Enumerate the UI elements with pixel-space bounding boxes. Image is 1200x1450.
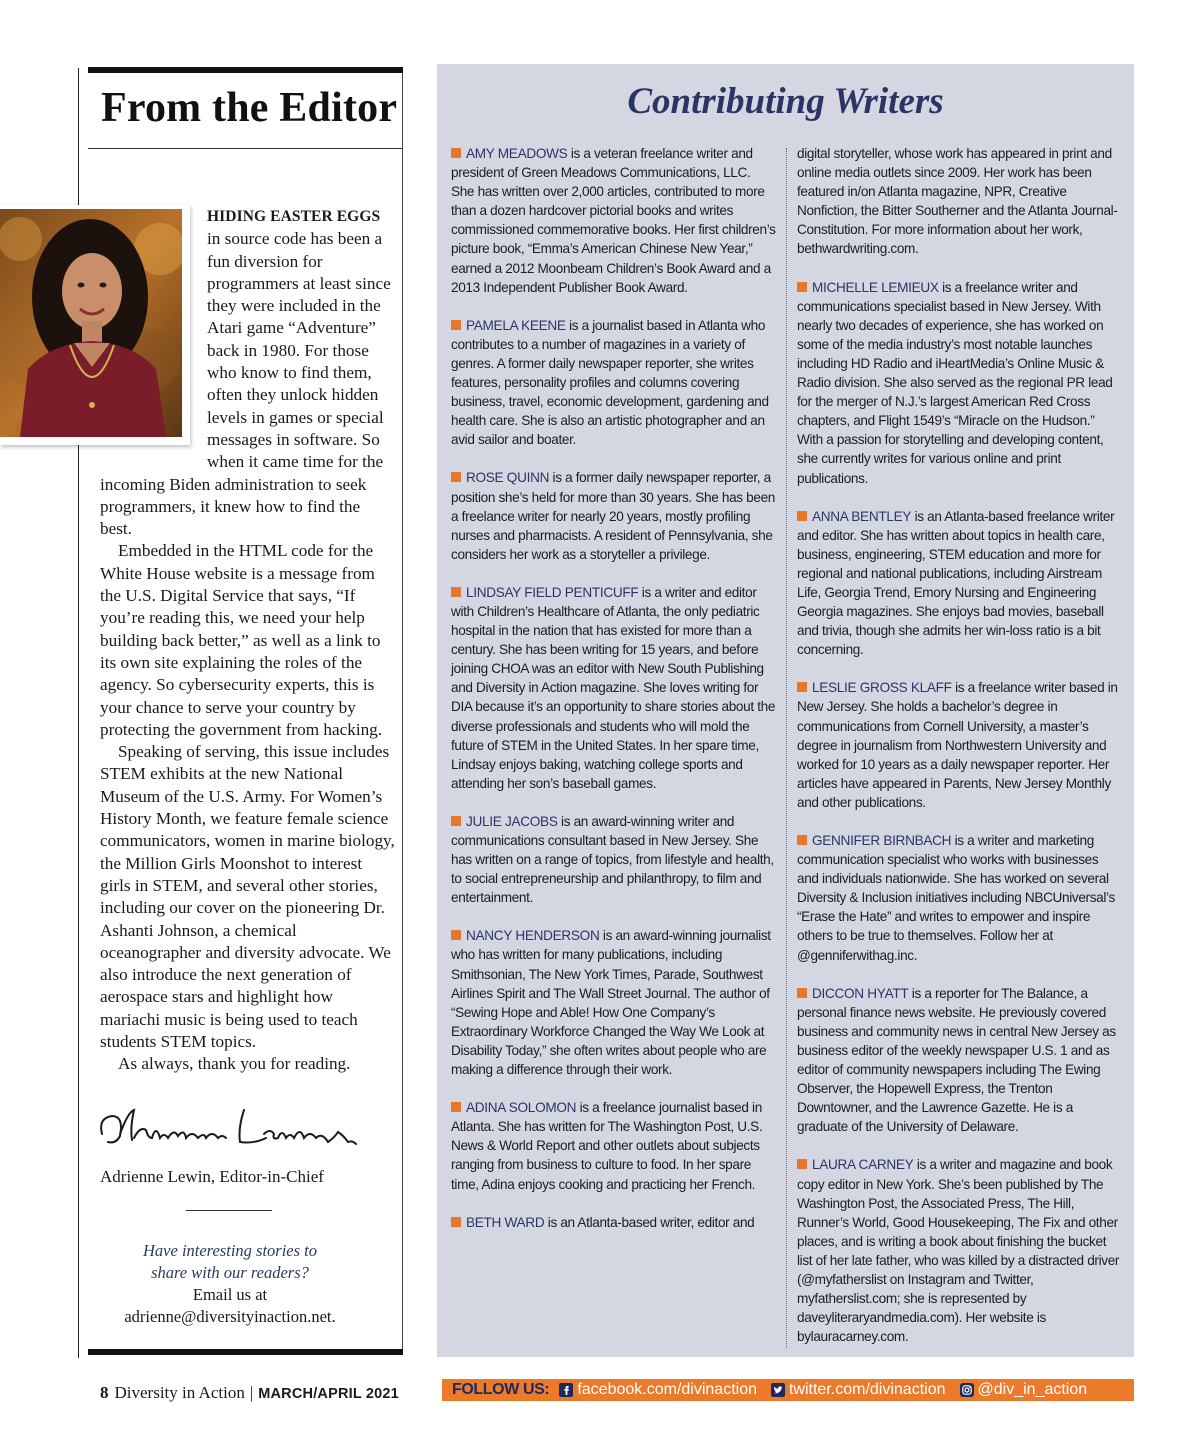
bullet-square-icon bbox=[797, 835, 807, 845]
contact-block bbox=[88, 1240, 372, 1328]
bullet-square-icon bbox=[451, 1217, 461, 1227]
contributor-bio: is a writer and magazine and book copy editor in New York. She’s been published by The Washington Post, the Associated Press, The Hill, Runner’s World, Good Housekeeping, The Fix and other places, and is writing a book about finishing the bucket list of her late father, who was killed by a distracted driver (@myfatherslist on Instagram and Twitter, myfatherslist.com; she is represented by daveyliteraryandmedia.com). Her website is bylauracarney.com. bbox=[797, 1157, 1120, 1345]
lead-caps: HIDING EASTER EGGS bbox=[207, 208, 381, 225]
contributor-bio: is a writer and editor with Children’s Healthcare of Atlanta, the only pediatric hospital in the nation that has existed for more than a century. She has been writing for 15 years, and before joining CHOA was an editor with New South Publishing and Diversity in Action magazine. She loves writing for DIA because it’s an opportunity to share stories about the diverse professionals and students who will mold the future of STEM in the United States. In her spare time, Lindsay enjoys baking, watching college sports and attending her son’s baseball games. bbox=[451, 584, 776, 791]
contributor-entry-continued bbox=[797, 144, 1123, 259]
publication-name: Diversity in Action bbox=[114, 1383, 245, 1402]
bullet-square-icon bbox=[797, 682, 807, 692]
contributor-name: MICHELLE LEMIEUX bbox=[812, 279, 939, 295]
contributor-entry bbox=[797, 831, 1123, 965]
contributor-entry bbox=[451, 926, 776, 1079]
contributor-entry bbox=[451, 1098, 776, 1193]
contributor-bio: is a former daily newspaper reporter, a position she’s held for more than 30 years. She has been a freelance writer for nearly 20 years, mostly profiling nurses and pharmacists. A resident of Pennsylvania, she considers her work as a storyteller a privilege. bbox=[451, 470, 775, 562]
editor-bottom-bar bbox=[88, 1349, 403, 1355]
photo-wrap-spacer bbox=[100, 205, 207, 473]
bullet-square-icon bbox=[451, 930, 461, 940]
issue-date: MARCH/APRIL 2021 bbox=[258, 1386, 399, 1402]
bullet-square-icon bbox=[451, 472, 461, 482]
instagram-handle: @div_in_action bbox=[977, 1381, 1088, 1398]
editor-letter bbox=[100, 205, 396, 1076]
contributor-entry bbox=[451, 812, 776, 907]
contributor-bio: is a freelance writer based in New Jersey. She holds a bachelor’s degree in communications from Cornell University, a master’s degree in journalism from Northwestern University and worked for 10 years as a daily newspaper reporter. Her articles have appeared in Parents, New Jersey Monthly and other publications. bbox=[797, 680, 1118, 810]
contributor-name: BETH WARD bbox=[466, 1214, 545, 1230]
contributor-name: GENNIFER BIRNBACH bbox=[812, 833, 952, 848]
twitter-link[interactable] bbox=[771, 1381, 946, 1399]
contributor-entry bbox=[451, 144, 776, 297]
bullet-square-icon bbox=[451, 816, 461, 826]
contributor-entry bbox=[797, 1155, 1123, 1346]
contributor-entry bbox=[797, 507, 1123, 660]
contributor-bio: is an Atlanta-based writer, editor and bbox=[544, 1214, 755, 1230]
page-folio bbox=[100, 1383, 399, 1403]
contributor-bio: is a writer and marketing communication specialist who works with businesses and individuals nationwide. She has worked on several Diversity & Inclusion initiatives including NBCUniversal’s “Erase the Hate” and writes to empower and inspire others to be true to themselves. Follow her at @genniferwithag.inc. bbox=[797, 833, 1115, 963]
contributor-entry bbox=[451, 468, 776, 563]
contributor-bio: is an award-winning journalist who has written for many publications, including Smithsonian, The New York Times, Parade, Southwest Airlines Spirit and The Wall Street Journal. The author of “Sewing Hope and Able! How One Company’s Extraordinary Workforce Changed the Way We Look at Disability Today,” she often writes about people who are making a difference through their work. bbox=[451, 928, 771, 1078]
instagram-link[interactable] bbox=[960, 1381, 1088, 1399]
social-follow-bar bbox=[442, 1379, 1134, 1401]
contact-prompt-line: Have interesting stories to bbox=[143, 1241, 317, 1260]
contact-prompt-line: share with our readers? bbox=[151, 1263, 309, 1282]
contributor-entry bbox=[451, 583, 776, 793]
bullet-square-icon bbox=[797, 1159, 807, 1169]
contributor-name: ROSE QUINN bbox=[466, 470, 550, 486]
contributor-name: ADINA SOLOMON bbox=[466, 1100, 577, 1116]
facebook-icon bbox=[559, 1383, 573, 1397]
contributors-column-b bbox=[797, 144, 1123, 1365]
editor-signoff: Adrienne Lewin, Editor-in-Chief bbox=[100, 1167, 324, 1186]
bullet-square-icon bbox=[451, 1102, 461, 1112]
bullet-square-icon bbox=[451, 320, 461, 330]
contributor-bio: is a reporter for The Balance, a personal finance news website. He previously covered business and community news in central New Jersey as business editor of the weekly newspaper U.S. 1 and as editor of community newspapers including The Ewing Observer, the Hopewell Express, the Trenton Downtowner, and the Lawrence Gazette. He is a graduate of the University of Delaware. bbox=[797, 985, 1116, 1135]
contributor-entry bbox=[451, 1213, 776, 1232]
editor-paragraph: Embedded in the HTML code for the White House website is a message from the U.S. Digital Service that says, “If you’re reading this, we need your help building back better,” as well as a link to its own site explaining the roles of the agency. So cybersecurity experts, this is your chance to serve your country by protecting the government from hacking. bbox=[100, 541, 383, 739]
bullet-square-icon bbox=[797, 282, 807, 292]
twitter-icon bbox=[771, 1383, 785, 1397]
editor-column-rule bbox=[402, 73, 403, 1355]
contributor-entry bbox=[451, 316, 776, 450]
follow-label: FOLLOW US: bbox=[452, 1381, 550, 1398]
bullet-square-icon bbox=[797, 988, 807, 998]
contributor-entry bbox=[797, 678, 1123, 812]
contributors-heading: Contributing Writers bbox=[627, 81, 944, 122]
contributor-bio: is an Atlanta-based freelance writer and editor. She has written about topics in health care, business, engineering, STEM education and more for regional and national publications, including Airstream Life, Georgia Trend, Emory Nursing and Engineering Georgia magazines. She enjoys bad movies, baseball and trivia, though she admits her win-loss ratio is a bit concerning. bbox=[797, 508, 1115, 658]
page-number: 8 bbox=[100, 1383, 109, 1402]
contributor-name: AMY MEADOWS bbox=[466, 146, 568, 161]
contributor-bio: digital storyteller, whose work has appeared in print and online media outlets since 2009. Her work has been featured in/on Atlanta magazine, NPR, Creative Nonfiction, the Bitter Southerner and the Atlanta Journal-Constitution. For more information about her work, bethwardwriting.com. bbox=[797, 146, 1118, 257]
contributor-bio: is a journalist based in Atlanta who contributes to a number of magazines in a variety of genres. A former daily newspaper reporter, she writes features, personality profiles and columns covering business, travel, economic development, gardening and health care. She is also an artistic photographer and an avid sailor and boater. bbox=[451, 317, 769, 448]
contributor-bio: is a veteran freelance writer and president of Green Meadows Communications, LLC. She has written over 2,000 articles, contributed to more than a dozen hardcover pictorial books and writes commissioned commemorative books. Her first children’s picture book, “Emma’s American Chinese New Year,” earned a 2012 Moonbeam Children’s Book Award and a 2013 Independent Publisher Book Award. bbox=[451, 146, 776, 295]
contributor-entry bbox=[797, 984, 1123, 1137]
contact-email[interactable]: adrienne@diversityinaction.net. bbox=[124, 1307, 336, 1326]
editor-paragraph: As always, thank you for reading. bbox=[118, 1054, 351, 1074]
contributor-name: NANCY HENDERSON bbox=[466, 928, 600, 944]
contact-line: Email us at bbox=[192, 1285, 268, 1304]
editor-signature bbox=[94, 1098, 364, 1162]
bullet-square-icon bbox=[451, 148, 461, 158]
facebook-link[interactable] bbox=[559, 1381, 757, 1399]
contributor-name: LINDSAY FIELD PENTICUFF bbox=[466, 584, 639, 600]
editor-heading-rule bbox=[88, 148, 403, 149]
editor-heading: From the Editor bbox=[101, 85, 398, 131]
contributor-name: PAMELA KEENE bbox=[466, 317, 566, 333]
column-divider bbox=[786, 148, 787, 1348]
instagram-icon bbox=[960, 1383, 974, 1397]
contributor-name: DICCON HYATT bbox=[812, 985, 909, 1001]
editor-paragraph-text: in source code has been a fun diversion for programmers at least since they were included in the Atari game “Adventure” back in 1980. For those who know to find them, often they unlock hidden levels in games or special messages in software. So when it came time for the incoming Biden administration to seek programmers, it knew how to find the best. bbox=[100, 229, 391, 539]
contributor-bio: is an award-winning writer and communications consultant based in New Jersey. She has written on a range of topics, from lifestyle and health, to social entrepreneurship and philanthropy, to film and entertainment. bbox=[451, 813, 774, 906]
contributor-bio: is a freelance writer and communications specialist based in New Jersey. With nearly two decades of experience, she has worked on some of the media industry’s most notable launches including HD Radio and iHeartMedia’s Online Music & Radio division. She also served as the regional PR lead for the merger of N.J.’s largest American Red Cross chapters, and Flight 1549’s “Miracle on the Hudson.” With a passion for storytelling and developing content, she currently writes for various online and print publications. bbox=[797, 279, 1113, 486]
facebook-url: facebook.com/divinaction bbox=[577, 1381, 757, 1398]
contributor-name: JULIE JACOBS bbox=[466, 813, 558, 829]
contributor-name: LESLIE GROSS KLAFF bbox=[812, 680, 952, 696]
contributor-name: ANNA BENTLEY bbox=[812, 508, 912, 524]
contributors-column-a bbox=[451, 144, 776, 1251]
contributor-entry bbox=[797, 278, 1123, 488]
signoff-rule bbox=[186, 1210, 272, 1211]
bullet-square-icon bbox=[451, 587, 461, 597]
folio-separator: | bbox=[249, 1383, 254, 1402]
editor-paragraph: Speaking of serving, this issue includes STEM exhibits at the new National Museum of the U.S. Army. For Women’s History Month, we feature female science communicators, women in marine biology, the Million Girls Moonshot to interest girls in STEM, and several other stories, including our cover on the pioneering Dr. Ashanti Johnson, a chemical oceanographer and diversity advocate. We also introduce the next generation of aerospace stars and highlight how mariachi music is being used to teach students STEM topics. bbox=[100, 742, 395, 1051]
contributor-bio: is a freelance journalist based in Atlanta. She has written for The Washington Post, U.S. News & World Report and other outlets about subjects ranging from business to culture to food. In her spare time, Adina enjoys cooking and practicing her French. bbox=[451, 1100, 763, 1192]
bullet-square-icon bbox=[797, 511, 807, 521]
contributor-name: LAURA CARNEY bbox=[812, 1157, 914, 1173]
editor-top-bar bbox=[88, 67, 403, 73]
twitter-url: twitter.com/divinaction bbox=[788, 1381, 946, 1398]
